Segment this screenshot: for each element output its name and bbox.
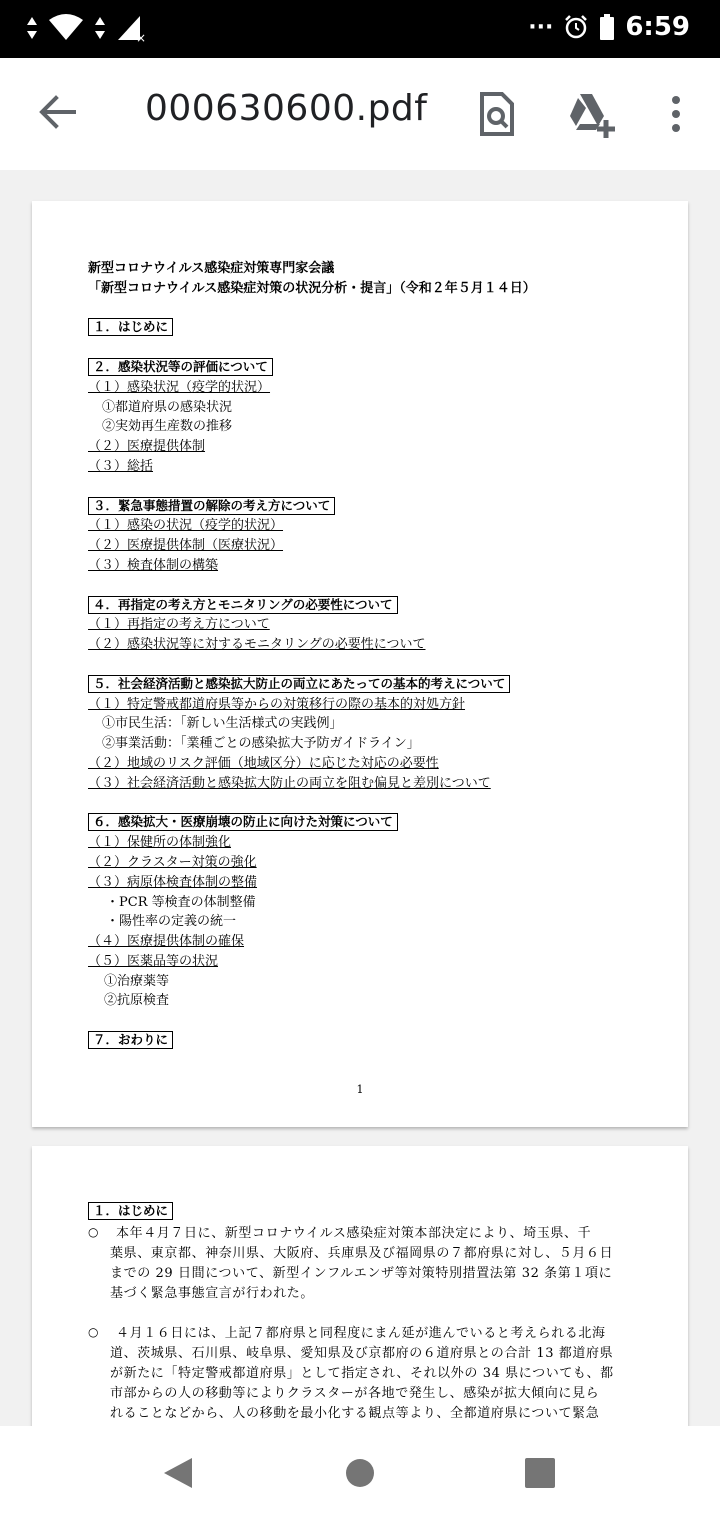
item-6-3-b: ・陽性率の定義の統一 xyxy=(106,914,237,930)
wifi-icon xyxy=(48,14,84,42)
svg-text:×: × xyxy=(136,31,146,42)
alarm-icon xyxy=(563,14,589,40)
status-right xyxy=(528,12,690,42)
nav-home-icon[interactable] xyxy=(344,1456,376,1490)
intro-heading: １．はじめに xyxy=(88,1202,173,1220)
paragraph-2-line-2: 道、茨城県、石川県、岐阜県、愛知県及び京都府の６道府県との合計 13 都道府県 xyxy=(110,1345,614,1361)
file-name-title: 000630600.pdf xyxy=(145,88,428,129)
paragraph-2 xyxy=(88,1324,636,1424)
item-3-3: （３）検査体制の構築 xyxy=(88,557,219,573)
find-in-page-icon[interactable] xyxy=(472,90,520,138)
item-5-3: （３）社会経済活動と感染拡大防止の両立を阻む偏見と差別について xyxy=(88,775,491,791)
item-2-3: （３）総括 xyxy=(88,458,154,474)
item-6-2: （２）クラスター対策の強化 xyxy=(88,854,257,870)
data-transfer-icon xyxy=(26,15,38,41)
item-6-4: （４）医療提供体制の確保 xyxy=(88,934,245,950)
section-3-heading: ３．緊急事態措置の解除の考え方について xyxy=(88,497,335,515)
document-header-line-1: 新型コロナウイルス感染症対策専門家会議 xyxy=(88,261,335,276)
item-2-1: （１）感染状況（疫学的状況） xyxy=(88,379,271,395)
status-left xyxy=(26,14,146,42)
item-3-1: （１）感染の状況（疫学的状況） xyxy=(88,518,284,534)
nav-back-icon[interactable] xyxy=(162,1456,194,1490)
pdf-page-1 xyxy=(32,201,688,1127)
item-2-2: （２）医療提供体制 xyxy=(88,439,206,455)
paragraph-bullet: ○ xyxy=(88,1324,99,1339)
more-notifications-icon: ··· xyxy=(528,14,554,40)
paragraph-1-line-2: 葉県、東京都、神奈川県、大阪府、兵庫県及び福岡県の７都府県に対し、５月６日 xyxy=(110,1245,614,1261)
paragraph-2-line-3: が新たに「特定警戒都道府県」として指定され、それ以外の 34 県についても、都 xyxy=(110,1365,614,1381)
item-2-1-b: ②実効再生産数の推移 xyxy=(102,419,233,435)
no-signal-icon xyxy=(116,14,146,42)
item-6-3-a: ・PCR 等検査の体制整備 xyxy=(106,894,256,910)
paragraph-1-line-1: 本年４月７日に、新型コロナウイルス感染症対策本部決定により、埼玉県、千 xyxy=(116,1225,592,1241)
item-6-1: （１）保健所の体制強化 xyxy=(88,835,232,851)
item-5-1: （１）特定警戒都道府県等からの対策移行の際の基本的対処方針 xyxy=(88,696,466,712)
item-6-3: （３）病原体検査体制の整備 xyxy=(88,874,258,890)
paragraph-1-line-3: までの 29 日間について、新型インフルエンザ等対策特別措置法第 32 条第１項に xyxy=(110,1265,613,1281)
section-5-heading: ５．社会経済活動と感染拡大防止の両立にあたっての基本的考えについて xyxy=(88,675,510,693)
table-of-contents xyxy=(88,259,636,1051)
pdf-page-2 xyxy=(32,1146,688,1426)
paragraph-1-line-4: 基づく緊急事態宣言が行われた。 xyxy=(110,1285,315,1301)
document-header-line-2: 「新型コロナウイルス感染症対策の状況分析・提言」（令和２年５月１４日） xyxy=(88,280,536,296)
data-transfer-icon-2 xyxy=(94,15,106,41)
paragraph-2-line-4: 市部からの人の移動等によりクラスターが各地で発生し、感染が拡大傾向に見ら xyxy=(110,1385,600,1401)
back-arrow-icon[interactable] xyxy=(34,88,82,136)
paragraph-1 xyxy=(88,1224,636,1304)
pdf-viewer[interactable] xyxy=(0,170,720,1426)
item-5-2: （２）地域のリスク評価（地域区分）に応じた対応の必要性 xyxy=(88,755,439,771)
item-6-5-b: ②抗原検査 xyxy=(104,993,170,1009)
item-6-5: （５）医薬品等の状況 xyxy=(88,953,219,969)
app-toolbar xyxy=(0,58,720,171)
page-2-content xyxy=(88,1202,636,1426)
save-to-drive-icon[interactable] xyxy=(566,90,618,138)
item-6-5-a: ①治療薬等 xyxy=(104,973,170,989)
nav-recents-icon[interactable] xyxy=(524,1456,556,1490)
section-2-heading: ２．感染状況等の評価について xyxy=(88,358,273,376)
paragraph-2-line-5: れることなどから、人の移動を最小化する観点等より、全都道府県について緊急 xyxy=(110,1405,600,1421)
section-6-heading: ６．感染拡大・医療崩壊の防止に向けた対策について xyxy=(88,813,398,831)
item-5-1-a: ①市民生活：「新しい生活様式の実践例」 xyxy=(102,716,343,732)
item-3-2: （２）医療提供体制（医療状況） xyxy=(88,538,284,554)
section-7-heading: ７．おわりに xyxy=(88,1031,173,1049)
item-4-1: （１）再指定の考え方について xyxy=(88,617,270,633)
battery-icon xyxy=(599,13,615,41)
section-4-heading: ４．再指定の考え方とモニタリングの必要性について xyxy=(88,596,398,614)
item-4-2: （２）感染状況等に対するモニタリングの必要性について xyxy=(88,637,426,653)
paragraph-bullet: ○ xyxy=(88,1224,99,1239)
section-1-heading: １．はじめに xyxy=(88,318,173,336)
paragraph-2-line-1: ４月１６日には、上記７都府県と同程度にまん延が進んでいると考えられる北海 xyxy=(116,1325,606,1341)
item-5-1-b: ②事業活動：「業種ごとの感染拡大予防ガイドライン」 xyxy=(102,736,420,752)
page-number: 1 xyxy=(356,1083,364,1096)
status-bar xyxy=(0,0,720,58)
status-time: 6:59 xyxy=(625,12,690,42)
item-2-1-a: ①都道府県の感染状況 xyxy=(102,399,233,415)
system-nav-bar xyxy=(0,1426,720,1520)
more-options-icon[interactable] xyxy=(652,90,700,138)
